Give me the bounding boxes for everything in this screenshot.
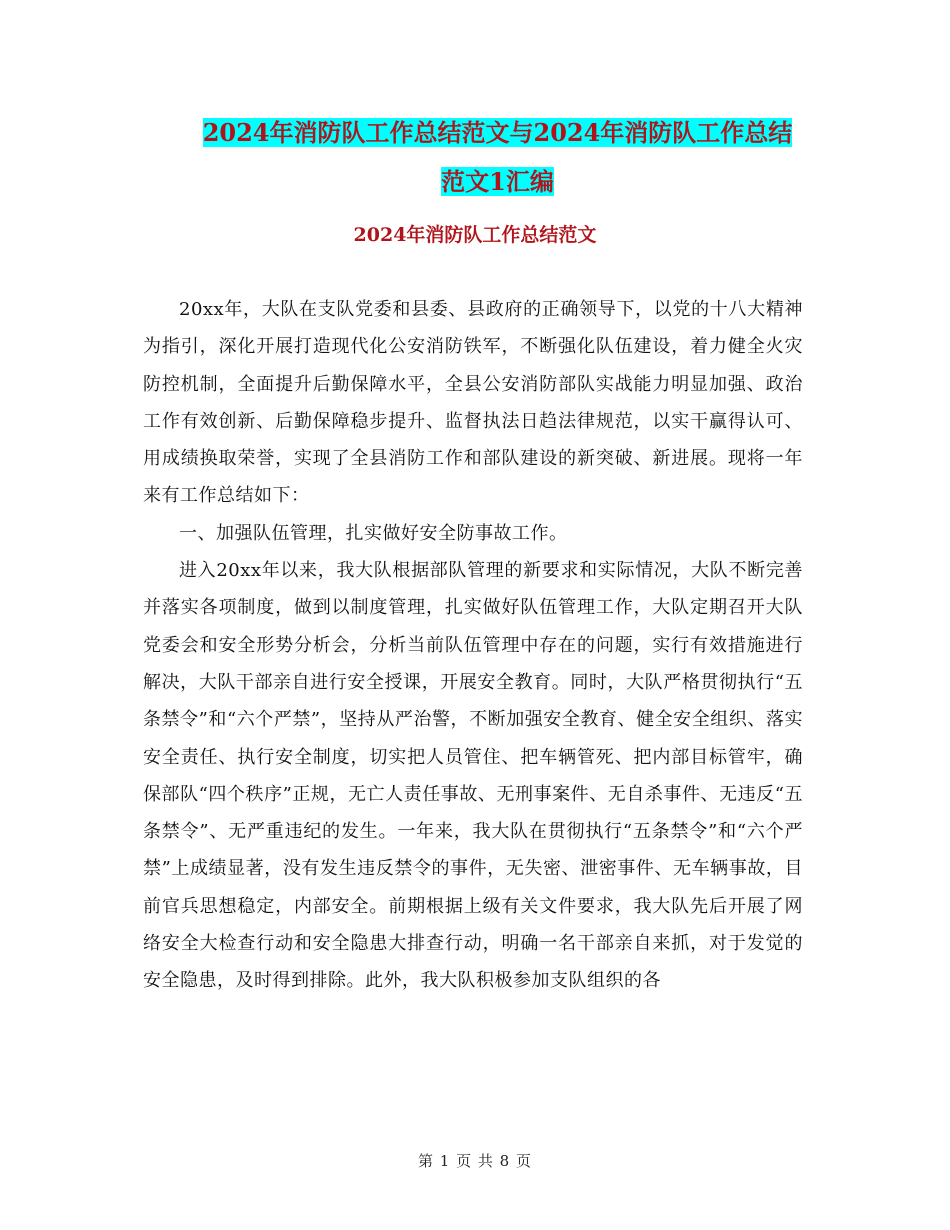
paragraph-heading-1: 一、加强队伍管理，扎实做好安全防事故工作。 [179, 522, 568, 544]
section-title: 2024年消防队工作总结范文 [353, 224, 597, 246]
document-title-line2: 范文1汇编 [441, 167, 554, 196]
document-title-line1: 2024年消防队工作总结范文与2024年消防队工作总结 [202, 118, 793, 147]
document-body [143, 291, 803, 1000]
document-title [140, 108, 855, 206]
page-footer: 第 1 页 共 8 页 [418, 1152, 532, 1170]
paragraph-intro: 20xx年，大队在支队党委和县委、县政府的正确领导下，以党的十八大精神为指引，深化开展打造现代化公安消防铁军，不断强化队伍建设，着力健全火灾防控机制，全面提升后勤保障水平，全县公安消防部队实战能力明显加强、政治工作有效创新、后勤保障稳步提升、监督执法日趋法律规范，以实干赢得认可、用成绩换取荣誉，实现了全县消防工作和部队建设的新突破、新进展。现将一年来有工作总结如下： [143, 299, 803, 507]
paragraph-body-1: 进入20xx年以来，我大队根据部队管理的新要求和实际情况，大队不断完善并落实各项制度，做到以制度管理，扎实做好队伍管理工作，大队定期召开大队党委会和安全形势分析会，分析当前队伍管理中存在的问题，实行有效措施进行解决，大队干部亲自进行安全授课，开展安全教育。同时，大队严格贯彻执行“五条禁令”和“六个严禁”，坚持从严治警，不断加强安全教育、健全安全组织、落实安全责任、执行安全制度，切实把人员管住、把车辆管死、把内部目标管牢，确保部队“四个秩序”正规，无亡人责任事故、无刑事案件、无自杀事件、无违反“五条禁令”、无严重违纪的发生。一年来，我大队在贯彻执行“五条禁令”和“六个严禁”上成绩显著，没有发生违反禁令的事件，无失密、泄密事件、无车辆事故，目前官兵思想稳定，内部安全。前期根据上级有关文件要求，我大队先后开展了网络安全大检查行动和安全隐患大排查行动，明确一名干部亲自来抓，对于发觉的安全隐患，及时得到排除。此外，我大队积极参加支队组织的各 [143, 560, 803, 992]
